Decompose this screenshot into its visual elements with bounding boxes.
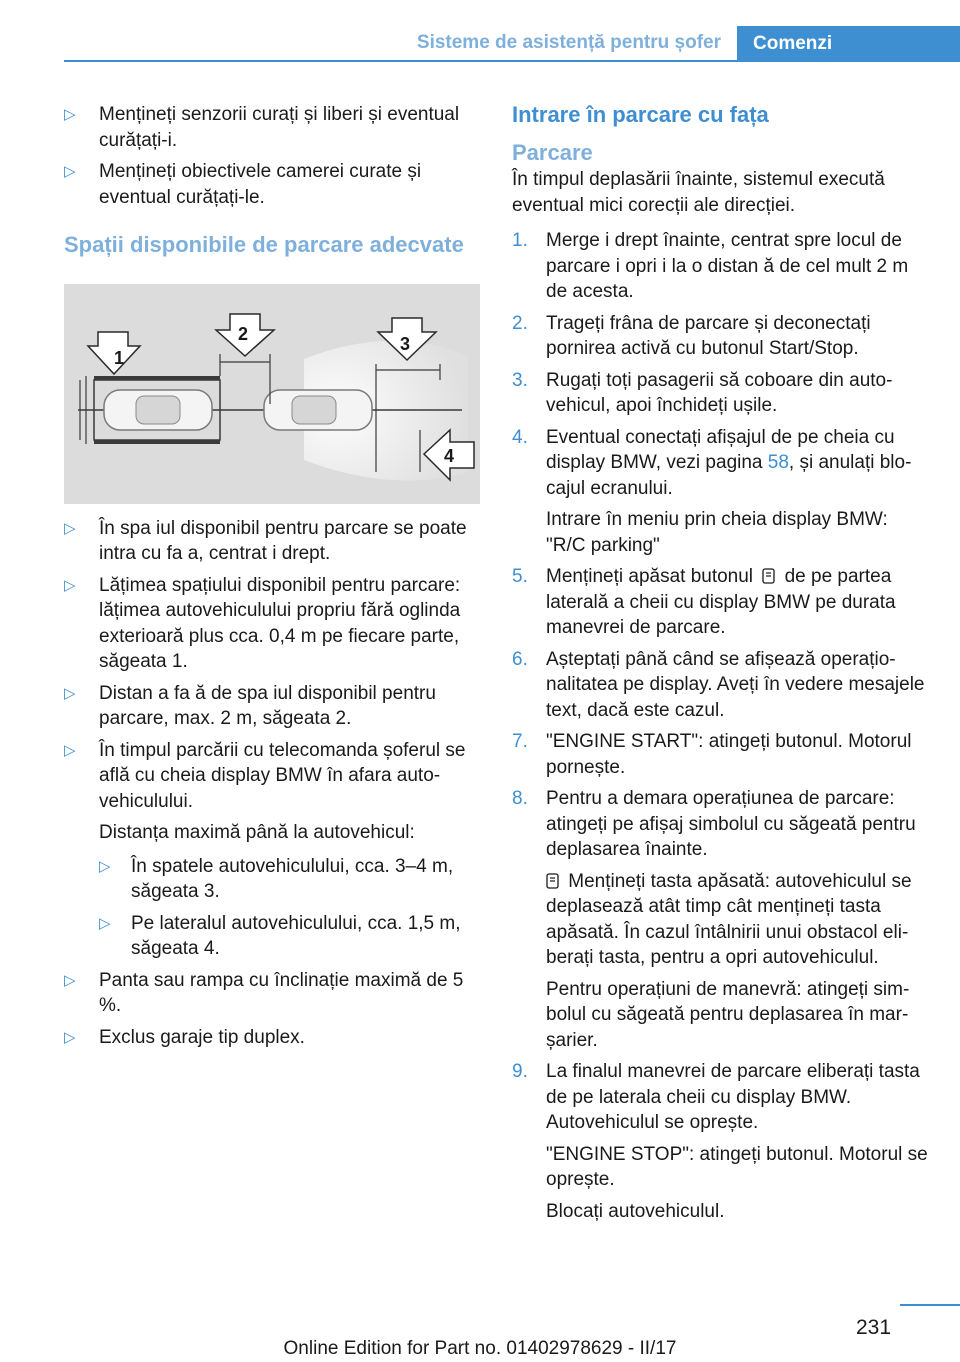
parked-car [104,390,212,430]
step-text: Merge i drept înainte, centrat spre locul de parcare i opri i la o distan ă de cel mult 2 m de acesta. [546,230,909,302]
step-item [512,368,928,419]
step-text: de pe partea laterală a cheii cu display BMW pe durata manevrei de parcare. [546,566,896,638]
step-text: "ENGINE START": atingeți butonul. Motorul pornește. [546,731,912,778]
page-number: 231 [856,1316,892,1339]
subheading-parking: Parcare [512,139,593,165]
step-extra: Blocați autovehiculul. [546,1200,725,1222]
step-item [512,425,928,559]
section-heading-parking-space: Spații disponibile de parcare adecvate [64,232,464,257]
step-text: Așteptați până când se afișează operaționalitatea pe display. Aveți în vedere mesajele text, dacă este cazul. [546,648,925,721]
page-link[interactable]: 58 [767,452,789,473]
arrow-1 [88,332,140,374]
list-item: ▷ Panta sau rampa cu înclinație maximă de 5 %. [64,968,480,1019]
step-number: 9. [512,1061,528,1082]
svg-text:1: 1 [114,347,125,368]
step-note-text: Mențineți tasta apăsată: autovehiculul se deplasează atât timp cât mențineți tasta apăsată. În cazul întâlnirii unui obstacol eliberați tasta, pentru a opri autovehiculul. [546,870,912,968]
list-item [64,738,480,962]
step-text: Mențineți apăsat butonul [546,566,759,587]
svg-text:3: 3 [400,333,411,354]
step-item [512,228,928,305]
step-item [512,729,928,780]
list-item: ▷ Mențineți senzorii curați și liberi și eventual curățați-i. [64,102,480,153]
key-button-icon [762,568,775,584]
step-number: 1. [512,230,528,251]
step-number: 3. [512,369,528,391]
parking-steps [512,228,928,1224]
list-item: ▷ Mențineți obiectivele camerei curate și eventual curățați-le. [64,159,480,210]
list-item-text: În timpul parcării cu telecomanda șoferul se află cu cheia display BMW în afara autovehiculului. [99,739,466,812]
parking-space-requirements [64,516,480,1051]
maintenance-list [64,102,480,210]
step-note [546,869,928,971]
step-extra: Intrare în meniu prin cheia display BMW: "R/C parking" [546,509,888,556]
step-number: 7. [512,731,528,752]
section-heading-forward-entry: Intrare în parcare cu fața [512,102,769,127]
svg-text:4: 4 [444,445,455,466]
step-text: Pentru a demara operațiunea de parcare: atingeți pe afișaj simbolul cu săgeată pentru deplasarea înainte. [546,788,916,860]
step-number: 2. [512,312,528,334]
step-text: , și anulați blocajul ecranului. [546,452,912,499]
left-column [64,102,480,1056]
step-number: 6. [512,648,528,670]
step-text: La finalul manevrei de parcare eliberați tasta de pe laterala cheii cu display BMW. Autovehiculul se oprește. [546,1061,920,1133]
step-number: 8. [512,788,528,809]
step-extra: Pentru operațiuni de manevră: atingeți simbolul cu săgeată pentru deplasarea în marșarier. [546,978,910,1051]
right-column [512,102,928,1230]
key-button-icon [546,873,559,889]
step-item [512,647,928,724]
distance-sublist [99,854,480,962]
step-item [512,786,928,1053]
header-section-title: Sisteme de asistență pentru șofer [416,32,721,53]
intro-text: În timpul deplasării înainte, sistemul execută eventual mici corecții ale direcției. [512,169,885,216]
distance-intro: Distanța maximă până la autovehicul: [99,822,415,843]
step-item [512,564,928,641]
arrow-2 [216,314,274,356]
header-rule [64,60,960,62]
header-chapter-tab[interactable]: Comenzi [737,26,960,62]
own-car [264,390,372,430]
step-item [512,311,928,362]
list-item: ▷ În spatele autovehiculului, cca. 3–4 m, săgeata 3. [99,854,480,905]
step-item [512,1059,928,1224]
step-text: Rugați toți pasagerii să coboare din autovehicul, apoi închideți ușile. [546,369,893,416]
step-number: 5. [512,566,528,587]
svg-text:2: 2 [238,323,249,344]
step-number: 4. [512,426,528,448]
edition-note: Online Edition for Part no. 01402978629 - II/17 [283,1338,677,1359]
parking-space-figure [64,284,480,504]
parking-diagram [64,284,480,504]
list-item: ▷ Pe lateralul autovehiculului, cca. 1,5 m, săgeata 4. [99,911,480,962]
list-item: ▷ Exclus garaje tip duplex. [64,1025,480,1051]
step-text: Eventual conectați afișajul de pe cheia cu display BMW, vezi pagina [546,426,895,473]
list-item: ▷ În spa iul disponibil pentru parcare se poate intra cu fa a, centrat i drept. [64,516,480,567]
list-item: ▷ Distan a fa ă de spa iul disponibil pentru parcare, max. 2 m, săgeata 2. [64,681,480,732]
footer-rule [900,1304,960,1306]
step-text: Trageți frâna de parcare și deconectați pornirea activă cu butonul Start/Stop. [546,312,871,359]
list-item: ▷ Lățimea spațiului disponibil pentru parcare: lățimea autovehiculului propriu fără oglinda exterioară plus cca. 0,4 m pe fiecare parte, săgeata 1. [64,573,480,675]
step-extra: "ENGINE STOP": atingeți butonul. Motorul se oprește. [546,1143,928,1190]
